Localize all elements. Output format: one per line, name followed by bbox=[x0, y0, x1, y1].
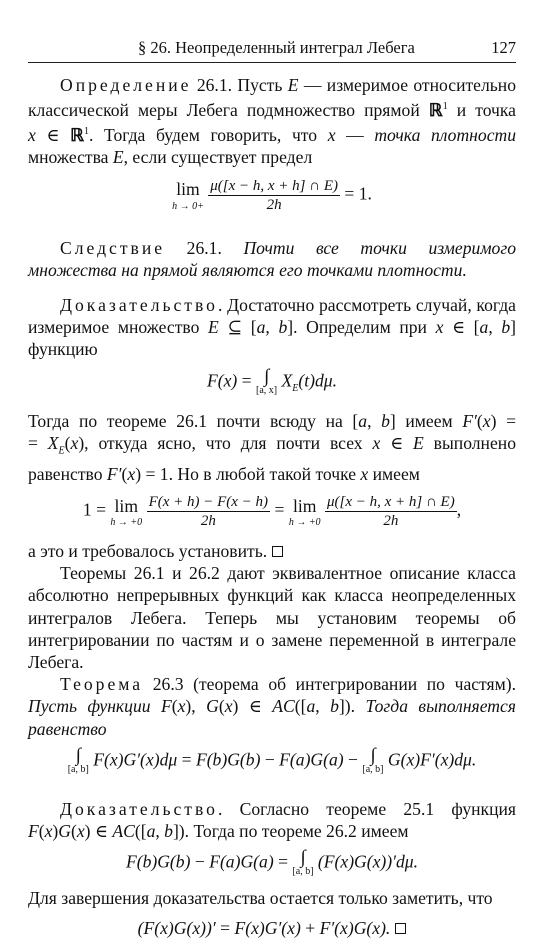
page-body bbox=[28, 74, 516, 950]
section-title: § 26. Неопределенный интеграл Лебега bbox=[138, 38, 415, 57]
proof1-formula-2: 1 = lim h → +0 $\frac{F(x + h) - F(x - h)}{2h}$ = lim h → +0 $\frac{\mu([x - h, x + h] \cap E)}{2h}$ , bbox=[82, 493, 462, 529]
proof1-conclusion: а это и требовалось установить. bbox=[28, 540, 516, 562]
proof1-paragraph-2: Тогда по теореме 26.1 почти всюду на [a, b] имеем F′(x) = = $X_E(x)$, откуда ясно, что для почти всех x ∈ E выполнено равенство F′(x) = 1. Но в любой такой точке x имеем bbox=[28, 410, 516, 484]
definition-formula: lim h → 0+ $\frac{\mu([x - h, x + h] \cap E)}{2h}$ = 1. bbox=[172, 177, 372, 213]
theorems-paragraph: Теоремы 26.1 и 26.2 дают эквивалентное описание класса абсолютно непрерывных функций как класса неопределенных интегралов Лебега. Теперь мы установим теоремы об интегрировании по частям и о замене переменной в интеграле Лебега. bbox=[28, 563, 516, 672]
qed-square-icon bbox=[395, 923, 406, 934]
corollary-paragraph: Следствие 26.1. Почти все точки измеримого множества на прямой являются его точками плотности. bbox=[28, 237, 517, 280]
proof1-formula-1: F(x) = ∫ [a, x] $X_E(t)d\mu$. bbox=[206, 365, 338, 396]
proof2-formula-1: F(b)G(b) − F(a)G(a) = ∫ [a, b] (F(x)G(x))′dμ. bbox=[125, 847, 419, 878]
definition-paragraph: Определение 26.1. Пусть E — измеримое относительно классической меры Лебега подмножество прямой ℝ$^1$ и точка x ∈ ℝ$^1$. Тогда будем говорить, что x — точка плотности множества E, если существует предел bbox=[28, 75, 517, 168]
page-number: 127 bbox=[491, 38, 516, 57]
proof2-paragraph: Доказательство. Согласно теореме 25.1 функция F(x)G(x) ∈ AC([a, b]). Тогда по теореме 26.2 имеем bbox=[28, 798, 516, 841]
proof2-formula-2: (F(x)G(x))′ = F(x)G′(x) + F′(x)G(x). bbox=[28, 917, 516, 939]
theorem-paragraph: Теорема 26.3 (теорема об интегрировании по частям). Пусть функции F(x), G(x) ∈ AC([a, b]). Тогда выполняется равенство bbox=[28, 674, 516, 739]
running-header bbox=[28, 36, 516, 63]
proof2-paragraph-2: Для завершения доказательства остается только заметить, что bbox=[28, 888, 493, 909]
proof1-paragraph: Доказательство. Достаточно рассмотреть случай, когда измеримое множество E ⊆ [a, b]. Определим при x ∈ [a, b] функцию bbox=[28, 294, 517, 360]
theorem-formula: ∫ [a, b] F(x)G′(x)dμ = F(b)G(b) − F(a)G(a) − ∫ [a, b] G(x)F′(x)dμ. bbox=[67, 744, 477, 775]
qed-square-icon bbox=[272, 546, 283, 557]
